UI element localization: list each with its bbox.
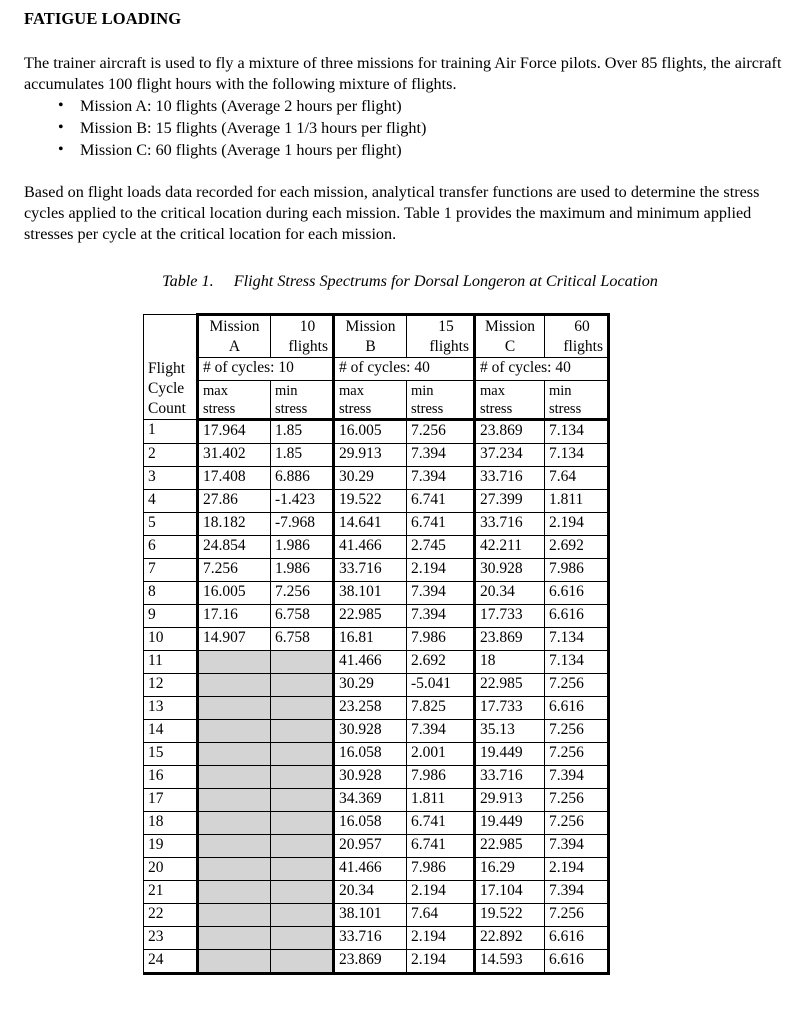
- cycle-count-cell: 8: [144, 582, 198, 605]
- mission-c-min-cell: 6.616: [545, 582, 609, 605]
- mission-a-max-cell: 16.005: [198, 582, 271, 605]
- mission-a-min-cell: 1.85: [271, 444, 334, 467]
- mission-c-max-cell: 30.928: [475, 559, 545, 582]
- mission-a-empty-cell: [198, 697, 271, 720]
- mission-c-min-cell: 7.134: [545, 444, 609, 467]
- mission-a-empty-cell: [198, 720, 271, 743]
- mission-a-flights-word: flights: [288, 338, 328, 355]
- table-row: [144, 490, 609, 513]
- cycle-count-cell: 19: [144, 835, 198, 858]
- table-row: [144, 927, 609, 950]
- table-row: [144, 720, 609, 743]
- mission-b-max-cell: 19.522: [334, 490, 407, 513]
- mission-a-empty-cell: [198, 904, 271, 927]
- mission-b-max-cell: 38.101: [334, 582, 407, 605]
- mission-b-min-cell: 2.692: [407, 651, 475, 674]
- max-label-line2: stress: [203, 401, 236, 417]
- mission-b-max-cell: 41.466: [334, 651, 407, 674]
- mission-c-max-cell: 27.399: [475, 490, 545, 513]
- mission-b-max-cell: 16.058: [334, 812, 407, 835]
- min-label-line1: min: [411, 383, 434, 399]
- mission-c-min-header: [545, 381, 609, 420]
- mission-b-min-cell: 6.741: [407, 812, 475, 835]
- table-caption-label: Table 1.: [162, 272, 214, 290]
- mission-c-max-cell: 18: [475, 651, 545, 674]
- mission-b-min-cell: 2.194: [407, 559, 475, 582]
- mission-c-word: Mission: [485, 318, 535, 335]
- cycle-count-cell: 12: [144, 674, 198, 697]
- table-row: [144, 559, 609, 582]
- mission-a-min-cell: 1.986: [271, 536, 334, 559]
- mission-c-min-cell: 7.256: [545, 720, 609, 743]
- cycle-count-cell: 24: [144, 950, 198, 974]
- mission-a-max-cell: 18.182: [198, 513, 271, 536]
- mission-a-empty-cell: [271, 743, 334, 766]
- mission-b-min-cell: 2.194: [407, 881, 475, 904]
- mission-b-min-cell: 7.256: [407, 420, 475, 444]
- mission-b-max-cell: 29.913: [334, 444, 407, 467]
- cycle-count-cell: 10: [144, 628, 198, 651]
- mission-a-empty-cell: [271, 835, 334, 858]
- mission-a-max-cell: 31.402: [198, 444, 271, 467]
- mission-a-empty-cell: [271, 812, 334, 835]
- mission-a-empty-cell: [198, 812, 271, 835]
- max-label-line1: max: [480, 383, 505, 399]
- section-heading: FATIGUE LOADING: [24, 9, 182, 28]
- count-header: [144, 360, 198, 420]
- cycle-count-cell: 6: [144, 536, 198, 559]
- table-row: [144, 904, 609, 927]
- table-row: [144, 605, 609, 628]
- mission-c-max-cell: 19.449: [475, 743, 545, 766]
- mission-b-cycles: # of cycles: 40: [334, 358, 475, 381]
- flight-stress-table: [143, 313, 610, 975]
- mission-c-max-cell: 17.733: [475, 605, 545, 628]
- mission-a-empty-cell: [198, 789, 271, 812]
- mission-c-max-cell: 16.29: [475, 858, 545, 881]
- table-row: [144, 743, 609, 766]
- mission-c-min-cell: 7.256: [545, 904, 609, 927]
- mission-list: [58, 95, 426, 161]
- mission-a-empty-cell: [198, 858, 271, 881]
- mission-a-min-cell: 6.758: [271, 628, 334, 651]
- mission-c-max-cell: 22.985: [475, 835, 545, 858]
- mission-a-min-cell: 1.85: [271, 420, 334, 444]
- mission-a-min-cell: 6.758: [271, 605, 334, 628]
- cycle-count-cell: 11: [144, 651, 198, 674]
- mission-a-empty-cell: [198, 743, 271, 766]
- min-label-line1: min: [275, 383, 298, 399]
- cycle-count-cell: 20: [144, 858, 198, 881]
- mission-c-min-cell: 7.256: [545, 743, 609, 766]
- table-row: [144, 835, 609, 858]
- mission-list-item: • Mission A: 10 flights (Average 2 hours per flight): [58, 95, 426, 117]
- mission-a-max-cell: 7.256: [198, 559, 271, 582]
- mission-c-min-cell: 7.394: [545, 766, 609, 789]
- mission-a-max-cell: 14.907: [198, 628, 271, 651]
- mission-b-max-cell: 34.369: [334, 789, 407, 812]
- cycle-count-cell: 9: [144, 605, 198, 628]
- mission-a-flights-num: 10: [299, 318, 316, 335]
- mission-c-min-cell: 2.692: [545, 536, 609, 559]
- mission-a-empty-cell: [271, 720, 334, 743]
- mission-c-max-cell: 37.234: [475, 444, 545, 467]
- mission-c-title: [475, 315, 545, 358]
- mission-b-min-cell: 7.986: [407, 628, 475, 651]
- mission-b-min-header: [407, 381, 475, 420]
- mission-c-flights: [545, 315, 609, 358]
- mission-a-empty-cell: [271, 904, 334, 927]
- mission-b-min-cell: 7.986: [407, 858, 475, 881]
- mission-b-flights: [407, 315, 475, 358]
- mission-c-min-cell: 7.256: [545, 674, 609, 697]
- min-label-line2: stress: [411, 401, 444, 417]
- cycle-count-cell: 21: [144, 881, 198, 904]
- mission-c-min-cell: 1.811: [545, 490, 609, 513]
- cycle-count-cell: 2: [144, 444, 198, 467]
- mission-c-min-cell: 6.616: [545, 605, 609, 628]
- mission-a-empty-cell: [271, 950, 334, 974]
- table-caption: [0, 272, 804, 291]
- mission-b-min-cell: 6.741: [407, 513, 475, 536]
- min-label-line2: stress: [549, 401, 582, 417]
- cycle-count-cell: 7: [144, 559, 198, 582]
- mission-a-max-cell: 27.86: [198, 490, 271, 513]
- header-row-missions: [144, 315, 609, 358]
- table-row: [144, 513, 609, 536]
- mission-c-max-cell: 19.522: [475, 904, 545, 927]
- mission-c-max-cell: 17.733: [475, 697, 545, 720]
- mission-c-max-cell: 33.716: [475, 766, 545, 789]
- mission-b-max-cell: 33.716: [334, 927, 407, 950]
- cycle-count-cell: 3: [144, 467, 198, 490]
- mission-b-title: [334, 315, 407, 358]
- mission-b-max-cell: 16.81: [334, 628, 407, 651]
- mission-c-max-cell: 33.716: [475, 467, 545, 490]
- table-row: [144, 467, 609, 490]
- min-label-line1: min: [549, 383, 572, 399]
- mission-a-empty-cell: [271, 766, 334, 789]
- mission-b-min-cell: 2.001: [407, 743, 475, 766]
- mission-b-min-cell: 2.194: [407, 950, 475, 974]
- mission-b-max-cell: 14.641: [334, 513, 407, 536]
- mission-b-flights-word: flights: [429, 338, 469, 355]
- mission-a-min-cell: 7.256: [271, 582, 334, 605]
- mission-c-min-cell: 7.134: [545, 651, 609, 674]
- cycle-count-cell: 5: [144, 513, 198, 536]
- mission-c-cycles: # of cycles: 40: [475, 358, 609, 381]
- mission-b-max-cell: 16.005: [334, 420, 407, 444]
- mission-b-max-header: [334, 381, 407, 420]
- mission-b-min-cell: -5.041: [407, 674, 475, 697]
- mission-c-min-cell: 2.194: [545, 858, 609, 881]
- table-row: [144, 674, 609, 697]
- mission-b-max-cell: 41.466: [334, 858, 407, 881]
- mission-a-empty-cell: [198, 927, 271, 950]
- count-header-line2: Cycle: [148, 380, 185, 397]
- mission-a-empty-cell: [271, 651, 334, 674]
- table-row: [144, 789, 609, 812]
- mission-b-max-cell: 38.101: [334, 904, 407, 927]
- mission-list-item: • Mission C: 60 flights (Average 1 hours per flight): [58, 139, 426, 161]
- mission-c-min-cell: 7.134: [545, 628, 609, 651]
- mission-c-max-cell: 23.869: [475, 628, 545, 651]
- cycle-count-cell: 17: [144, 789, 198, 812]
- mission-a-max-cell: 17.964: [198, 420, 271, 444]
- cycle-count-cell: 1: [144, 420, 198, 444]
- table-row: [144, 582, 609, 605]
- mission-c-min-cell: 7.986: [545, 559, 609, 582]
- mission-c-max-cell: 14.593: [475, 950, 545, 974]
- mission-b-max-cell: 33.716: [334, 559, 407, 582]
- cycle-count-cell: 13: [144, 697, 198, 720]
- mission-a-empty-cell: [198, 674, 271, 697]
- table-row: [144, 628, 609, 651]
- mission-a-cycles: # of cycles: 10: [198, 358, 334, 381]
- count-header-line3: Count: [148, 400, 186, 417]
- mission-c-min-cell: 2.194: [545, 513, 609, 536]
- table-row: [144, 444, 609, 467]
- mission-a-letter: A: [228, 338, 241, 355]
- mission-c-min-cell: 7.134: [545, 420, 609, 444]
- mission-a-max-cell: 17.16: [198, 605, 271, 628]
- mission-a-empty-cell: [271, 697, 334, 720]
- mission-b-max-cell: 30.29: [334, 467, 407, 490]
- max-label-line2: stress: [480, 401, 513, 417]
- mission-b-max-cell: 20.34: [334, 881, 407, 904]
- cycle-count-cell: 18: [144, 812, 198, 835]
- mission-b-flights-num: 15: [438, 318, 454, 335]
- mission-c-flights-word: flights: [563, 338, 603, 355]
- table-row: [144, 651, 609, 674]
- table-row: [144, 697, 609, 720]
- mission-a-max-header: [198, 381, 271, 420]
- mission-c-max-cell: 17.104: [475, 881, 545, 904]
- mission-b-min-cell: 7.394: [407, 582, 475, 605]
- mission-a-empty-cell: [271, 789, 334, 812]
- mission-b-min-cell: 7.394: [407, 605, 475, 628]
- mission-b-max-cell: 23.869: [334, 950, 407, 974]
- table-row: [144, 858, 609, 881]
- mission-b-max-cell: 30.928: [334, 720, 407, 743]
- mission-c-min-cell: 7.394: [545, 881, 609, 904]
- max-label-line1: max: [339, 383, 364, 399]
- mission-c-min-cell: 7.64: [545, 467, 609, 490]
- header-row-cycles: [144, 358, 609, 381]
- mission-b-max-cell: 30.928: [334, 766, 407, 789]
- mission-a-min-cell: -7.968: [271, 513, 334, 536]
- mission-c-min-cell: 6.616: [545, 950, 609, 974]
- mission-b-max-cell: 20.957: [334, 835, 407, 858]
- max-label-line1: max: [203, 383, 228, 399]
- mission-a-empty-cell: [198, 950, 271, 974]
- mission-c-max-cell: 20.34: [475, 582, 545, 605]
- mission-a-max-cell: 24.854: [198, 536, 271, 559]
- min-label-line2: stress: [275, 401, 308, 417]
- table-row: [144, 766, 609, 789]
- mission-c-max-cell: 23.869: [475, 420, 545, 444]
- mission-c-min-cell: 6.616: [545, 697, 609, 720]
- table-row: [144, 950, 609, 974]
- mission-b-min-cell: 7.394: [407, 444, 475, 467]
- mission-a-empty-cell: [271, 881, 334, 904]
- mission-b-word: Mission: [345, 318, 396, 335]
- mission-c-min-cell: 6.616: [545, 927, 609, 950]
- mission-c-max-cell: 22.892: [475, 927, 545, 950]
- mission-a-empty-cell: [198, 651, 271, 674]
- mission-c-max-cell: 22.985: [475, 674, 545, 697]
- cycle-count-cell: 16: [144, 766, 198, 789]
- mission-b-min-cell: 7.394: [407, 720, 475, 743]
- mission-b-min-cell: 7.825: [407, 697, 475, 720]
- mission-b-min-cell: 6.741: [407, 490, 475, 513]
- count-header-line1: Flight: [148, 360, 186, 377]
- table-row: [144, 881, 609, 904]
- mission-b-max-cell: 30.29: [334, 674, 407, 697]
- mission-b-min-cell: 7.986: [407, 766, 475, 789]
- mission-b-max-cell: 22.985: [334, 605, 407, 628]
- mission-a-word: Mission: [209, 318, 260, 335]
- table-row: [144, 420, 609, 444]
- mission-b-min-cell: 2.745: [407, 536, 475, 559]
- method-paragraph: Based on flight loads data recorded for each mission, analytical transfer functions are used to determine the stress cycles applied to the critical location during each mission. Table 1 provides the maximum and minimum applied stresses per cycle at the critical location for each mission.: [24, 183, 760, 243]
- mission-a-empty-cell: [271, 674, 334, 697]
- mission-a-title: [198, 315, 271, 358]
- mission-c-max-cell: 29.913: [475, 789, 545, 812]
- cycle-count-cell: 14: [144, 720, 198, 743]
- cycle-count-cell: 15: [144, 743, 198, 766]
- mission-c-max-cell: 42.211: [475, 536, 545, 559]
- mission-c-max-cell: 35.13: [475, 720, 545, 743]
- mission-c-min-cell: 7.256: [545, 812, 609, 835]
- mission-c-max-header: [475, 381, 545, 420]
- mission-c-flights-num: 60: [574, 318, 590, 335]
- mission-b-letter: B: [365, 338, 376, 355]
- mission-a-min-header: [271, 381, 334, 420]
- mission-b-min-cell: 7.64: [407, 904, 475, 927]
- mission-a-min-cell: -1.423: [271, 490, 334, 513]
- mission-b-max-cell: 23.258: [334, 697, 407, 720]
- mission-a-empty-cell: [271, 927, 334, 950]
- mission-a-min-cell: 6.886: [271, 467, 334, 490]
- mission-b-max-cell: 41.466: [334, 536, 407, 559]
- mission-c-max-cell: 19.449: [475, 812, 545, 835]
- table-caption-title: Flight Stress Spectrums for Dorsal Longeron at Critical Location: [233, 272, 658, 290]
- mission-c-max-cell: 33.716: [475, 513, 545, 536]
- cycle-count-cell: 23: [144, 927, 198, 950]
- mission-b-min-cell: 1.811: [407, 789, 475, 812]
- intro-paragraph: The trainer aircraft is used to fly a mixture of three missions for training Air Force pilots. Over 85 flights, the aircraft accumulates 100 flight hours with the following mixture of flights.: [24, 54, 782, 93]
- table-row: [144, 536, 609, 559]
- mission-b-min-cell: 7.394: [407, 467, 475, 490]
- mission-b-min-cell: 2.194: [407, 927, 475, 950]
- mission-c-min-cell: 7.256: [545, 789, 609, 812]
- mission-a-empty-cell: [198, 835, 271, 858]
- mission-a-flights: [271, 315, 334, 358]
- table-row: [144, 812, 609, 835]
- mission-c-letter: C: [504, 338, 516, 355]
- cycle-count-cell: 4: [144, 490, 198, 513]
- mission-a-max-cell: 17.408: [198, 467, 271, 490]
- cycle-count-cell: 22: [144, 904, 198, 927]
- mission-list-item: • Mission B: 15 flights (Average 1 1/3 hours per flight): [58, 117, 426, 139]
- mission-a-empty-cell: [198, 766, 271, 789]
- mission-a-empty-cell: [198, 881, 271, 904]
- header-row-stress: [144, 381, 609, 420]
- mission-c-min-cell: 7.394: [545, 835, 609, 858]
- mission-a-empty-cell: [271, 858, 334, 881]
- mission-b-min-cell: 6.741: [407, 835, 475, 858]
- mission-b-max-cell: 16.058: [334, 743, 407, 766]
- mission-a-min-cell: 1.986: [271, 559, 334, 582]
- max-label-line2: stress: [339, 401, 372, 417]
